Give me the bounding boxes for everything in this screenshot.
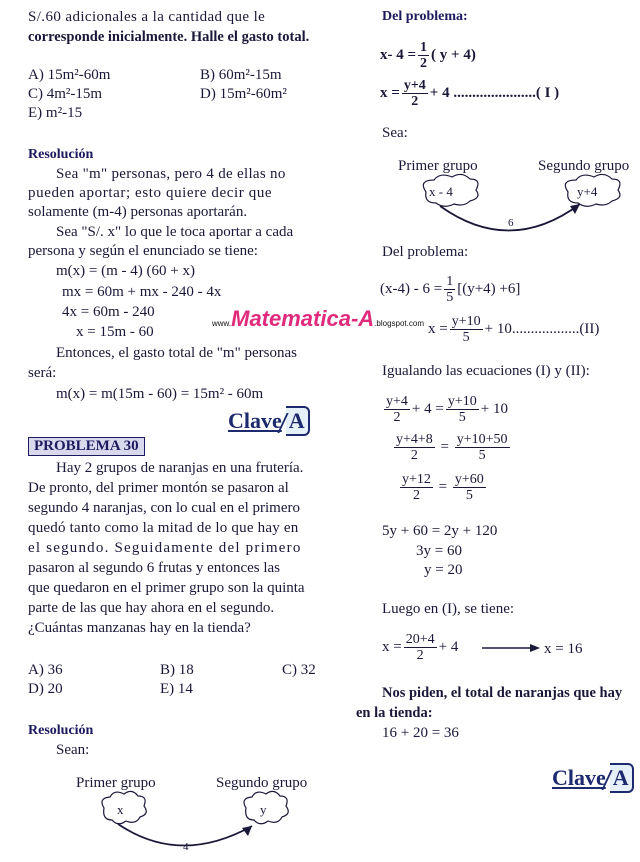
resolution-title: Resolución (28, 147, 94, 162)
equation-e3: $\frac{y+12}{2}$ = $\frac{y+60}{5}$ (402, 472, 484, 503)
answer-key-2 (552, 763, 634, 793)
del-problema-2: Del problema: (382, 244, 469, 260)
answer-c: C) 32 (282, 662, 316, 678)
resolution-title-2: Resolución (28, 723, 94, 738)
p1-line-2: pueden aportar; esto quiere decir que (28, 185, 273, 201)
equation-e1 (382, 394, 508, 425)
equation-e2: $\frac{y+4+8}{2}$ = $\frac{y+10+50}{5}$ (396, 432, 508, 463)
p1-line-3: solamente (m-4) personas aportarán. (28, 204, 248, 220)
eq-b-right: + 4 ......................( I ) (429, 84, 560, 101)
p2-line-1: Sea "S/. x" lo que le toca aportar a cada (56, 224, 294, 240)
arrow-number-6: 6 (508, 217, 514, 229)
option-c: C) 4m²-15m (28, 86, 103, 102)
option-d: D) 15m²-60m² (200, 86, 287, 102)
e1-den-2: 5 (458, 410, 466, 425)
answer-key-letter: A (286, 406, 310, 436)
first-group-label-right: Primer grupo (398, 158, 478, 174)
question-line-9: ¿Cuántas manzanas hay en la tienda? (28, 620, 251, 636)
second-group-label: Segundo grupo (216, 775, 308, 791)
option-e: E) m²-15 (28, 105, 83, 121)
equation-e6: y = 20 (424, 562, 463, 578)
equation-e5: 3y = 60 (416, 543, 462, 559)
problem-label: PROBLEMA 30 (28, 437, 145, 456)
equation-e7 (382, 632, 458, 663)
watermark-prefix: www. (212, 319, 232, 328)
answer-key-letter-2: A (610, 763, 634, 793)
eq-c-num: 1 (446, 274, 454, 289)
watermark (212, 306, 424, 332)
answer-b: B) 18 (160, 662, 194, 678)
e7-num: 20+4 (405, 632, 435, 647)
sean-label: Sean: (56, 742, 90, 758)
eq-c-right: [(y+4) +6] (457, 280, 521, 297)
e3-num-2: y+60 (454, 472, 484, 487)
e1-den-1: 2 (393, 410, 401, 425)
answer-e: E) 14 (160, 681, 193, 697)
total-equation: 16 + 20 = 36 (382, 725, 459, 741)
del-problema-1: Del problema: (382, 9, 468, 24)
cloud-y4-label: y+4 (577, 184, 598, 199)
answer-key-word: Clave (228, 408, 282, 433)
eq-d-left: x = (428, 320, 448, 337)
eq-d-right: + 10..................(II) (484, 320, 600, 337)
question-line-8: parte de las que hay ahora en el segundo. (28, 600, 275, 616)
equation-2: mx = 60m + mx - 240 - 4x (62, 284, 222, 300)
cloud-x-shape (102, 791, 146, 823)
sea-label: Sea: (382, 125, 408, 141)
equation-e7-result: x = 16 (544, 641, 583, 657)
equation-d (428, 314, 599, 345)
arrowhead-icon (530, 644, 540, 652)
p3-line-1: Entonces, el gasto total de "m" personas (56, 345, 297, 361)
cloud-x4-label: x - 4 (429, 184, 453, 199)
intro-line-1: S/.60 adicionales a la cantidad que le (28, 9, 266, 25)
e3-den-1: 2 (412, 488, 420, 503)
equation-4: x = 15m - 60 (76, 324, 154, 340)
eq-b-den: 2 (411, 94, 419, 109)
eq-d-den: 5 (462, 330, 470, 345)
question-line-1: Hay 2 grupos de naranjas en una frutería. (56, 460, 304, 476)
watermark-suffix: .blogspot.com (374, 319, 424, 328)
question-line-6: pasaron al segundo 6 frutas y entonces las (28, 560, 281, 576)
cloud-x-label: x (117, 802, 124, 817)
e2-num-1: y+4+8 (396, 432, 433, 447)
e2-den-2: 5 (478, 448, 486, 463)
watermark-name: Matematica-A (231, 306, 375, 331)
question-line-7: que quedaron en el primer grupo son la quinta (28, 580, 305, 596)
eq-a-num: 1 (420, 40, 428, 55)
e2-num-2: y+10+50 (456, 432, 508, 447)
piden-line-2: en la tienda: (356, 705, 433, 721)
luego-label: Luego en (I), se tiene: (382, 601, 515, 617)
equation-1: m(x) = (m - 4) (60 + x) (56, 263, 195, 279)
equation-5: m(x) = m(15m - 60) = 15m² - 60m (56, 386, 264, 402)
question-line-5: el segundo. Seguidamente del primero (28, 540, 302, 556)
option-a: A) 15m²-60m (28, 67, 111, 83)
eq-c-den: 5 (446, 290, 454, 305)
eq-a-left: x- 4 = (380, 46, 417, 63)
equation-c (380, 274, 520, 305)
second-group-label-right: Segundo grupo (538, 158, 630, 174)
arrow-number-4: 4 (183, 841, 189, 853)
answer-a: A) 36 (28, 662, 63, 678)
e7-den: 2 (416, 648, 424, 663)
option-b: B) 60m²-15m (200, 67, 282, 83)
e2-den-1: 2 (410, 448, 418, 463)
e7-left: x = (382, 638, 402, 655)
question-line-2: De pronto, del primer montón se pasaron al (28, 480, 289, 496)
eq-d-num: y+10 (451, 314, 481, 329)
eq-b-num: y+4 (403, 78, 426, 93)
e3-den-2: 5 (465, 488, 473, 503)
equation-b (380, 78, 559, 109)
equation-a (380, 40, 476, 71)
question-line-4: quedó tanto como la mitad de lo que hay en (28, 520, 299, 536)
equation-3: 4x = 60m - 240 (62, 304, 155, 320)
eq-a-right: ( y + 4) (431, 46, 476, 63)
question-line-3: segundo 4 naranjas, con lo cual en el primero (28, 500, 300, 516)
eq-a-den: 2 (420, 56, 428, 71)
igualando-label: Igualando las ecuaciones (I) y (II): (382, 363, 590, 379)
cloud-y-label: y (260, 802, 267, 817)
intro-line-2: corresponde inicialmente. Halle el gasto total. (28, 29, 310, 45)
answer-d: D) 20 (28, 681, 63, 697)
piden-line-1: Nos piden, el total de naranjas que hay (382, 685, 623, 701)
e1-mid: + 4 = (411, 400, 444, 417)
e1-num-1: y+4 (386, 394, 408, 409)
first-group-label: Primer grupo (76, 775, 156, 791)
eq-b-left: x = (380, 84, 400, 101)
e1-post: + 10 (480, 400, 508, 417)
eq-c-left: (x-4) - 6 = (380, 280, 443, 297)
p1-line-1: Sea "m" personas, pero 4 de ellas no (56, 166, 286, 182)
answer-key-word-2: Clave (552, 765, 606, 790)
equation-e4: 5y + 60 = 2y + 120 (382, 523, 498, 539)
e1-num-2: y+10 (447, 394, 477, 409)
p3-line-2: será: (28, 365, 57, 381)
p2-line-2: persona y según el enunciado se tiene: (28, 243, 258, 259)
e7-right: + 4 (438, 638, 459, 655)
e3-num-1: y+12 (402, 472, 431, 487)
